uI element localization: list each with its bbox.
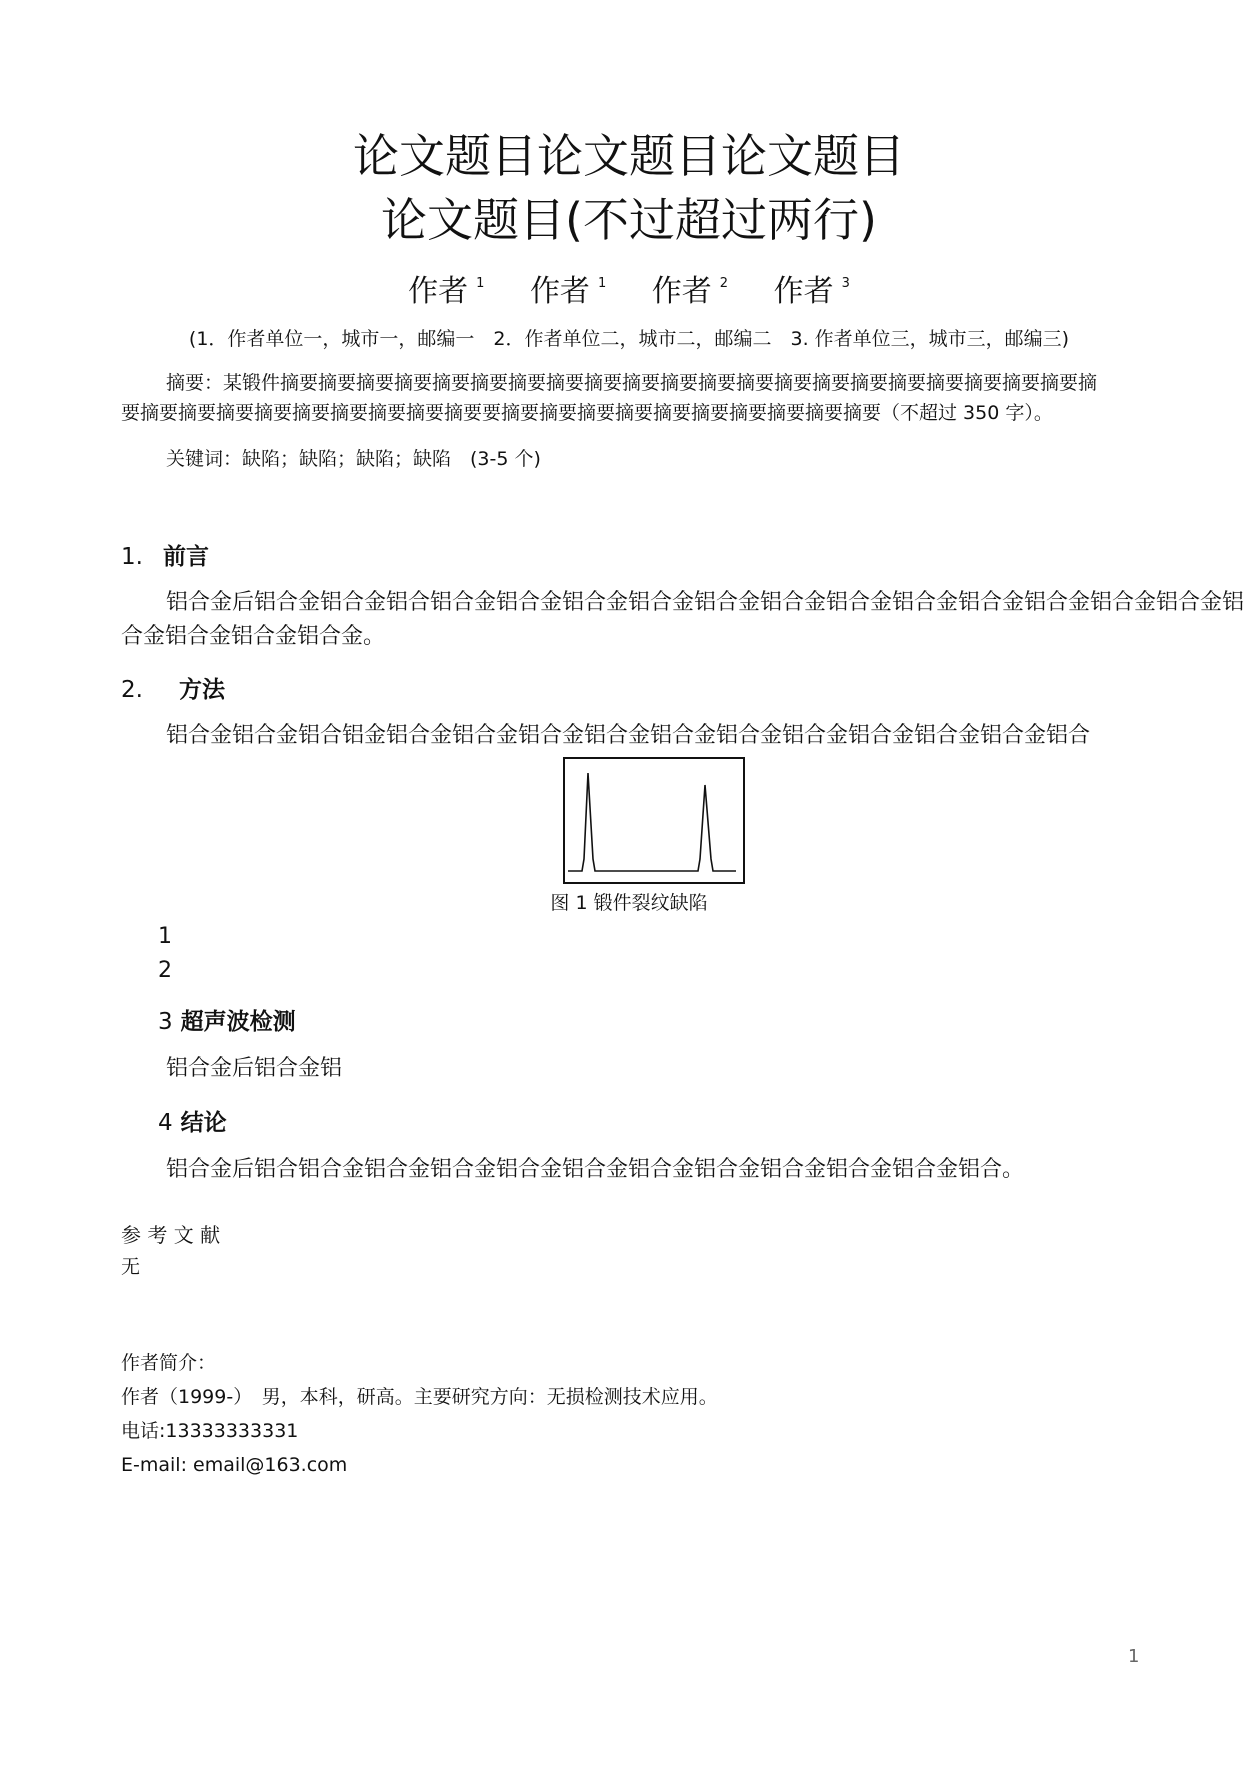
section-3-paragraph: 铝合金后铝合金铝 — [166, 1056, 343, 1081]
author-4: 作者 $^3$ — [773, 274, 850, 309]
abstract-line-1: 摘要：某锻件摘要摘要摘要摘要摘要摘要摘要摘要摘要摘要摘要摘要摘要摘要摘要摘要摘要摘要摘要摘要摘要摘 — [166, 372, 1098, 394]
paper-title-line-1: 论文题目论文题目论文题目 — [353, 129, 905, 183]
section-heading-3: 3 超声波检测 — [158, 1009, 296, 1035]
waveform-trace — [568, 773, 736, 871]
author-2: 作者 $^1$ — [529, 274, 607, 309]
figure-1-image — [563, 757, 745, 884]
bio-phone: 电话:13333333331 — [121, 1420, 299, 1442]
keywords: 关键词：缺陷；缺陷；缺陷；缺陷 (3-5 个) — [166, 448, 541, 470]
section-heading-1: 1. 前言 — [121, 544, 209, 570]
section-2-paragraph: 铝合金铝合金铝合铝金铝合金铝合金铝合金铝合金铝合金铝合金铝合金铝合金铝合金铝合金铝合 — [166, 723, 1091, 748]
section-4-paragraph: 铝合金后铝合铝合金铝合金铝合金铝合金铝合金铝合金铝合金铝合金铝合金铝合金铝合。 — [166, 1157, 1025, 1182]
bio-line: 作者（1999-） 男，本科，研高。主要研究方向：无损检测技术应用。 — [121, 1386, 718, 1408]
section-heading-4: 4 结论 — [158, 1110, 227, 1136]
abstract-line-2: 要摘要摘要摘要摘要摘要摘要摘要摘要摘要要摘要摘要摘要摘要摘要摘要摘要摘要摘要摘要（不超过 350 字）。 — [121, 402, 1053, 424]
author-list — [0, 266, 1258, 310]
bio-heading: 作者简介： — [121, 1352, 217, 1374]
affiliations: (1．作者单位一，城市一，邮编一 2．作者单位二，城市二，邮编二 3. 作者单位三，城市三，邮编三) — [188, 328, 1070, 350]
page-number: 1 — [1128, 1646, 1140, 1667]
list-item-2: 2 — [158, 958, 172, 983]
references-heading: 参 考 文 献 — [121, 1223, 221, 1247]
bio-email: E-mail: email@163.com — [121, 1454, 348, 1476]
section-1-paragraph-line-2: 合金铝合金铝合金铝合金。 — [121, 624, 386, 649]
section-heading-2: 2. 方法 — [121, 677, 225, 703]
author-1: 作者 $^1$ — [408, 274, 485, 309]
section-1-paragraph-line-1: 铝合金后铝合金铝合金铝合铝合金铝合金铝合金铝合金铝合金铝合金铝合金铝合金铝合金铝合金铝合金铝合金铝 — [166, 590, 1245, 615]
paper-title-line-2: 论文题目(不过超过两行) — [381, 193, 877, 247]
waveform-plot — [565, 759, 743, 882]
figure-1-caption: 图 1 锻件裂纹缺陷 — [550, 892, 708, 914]
author-3: 作者 $^2$ — [651, 274, 729, 309]
references-content: 无 — [121, 1256, 141, 1278]
list-item-1: 1 — [158, 924, 172, 949]
